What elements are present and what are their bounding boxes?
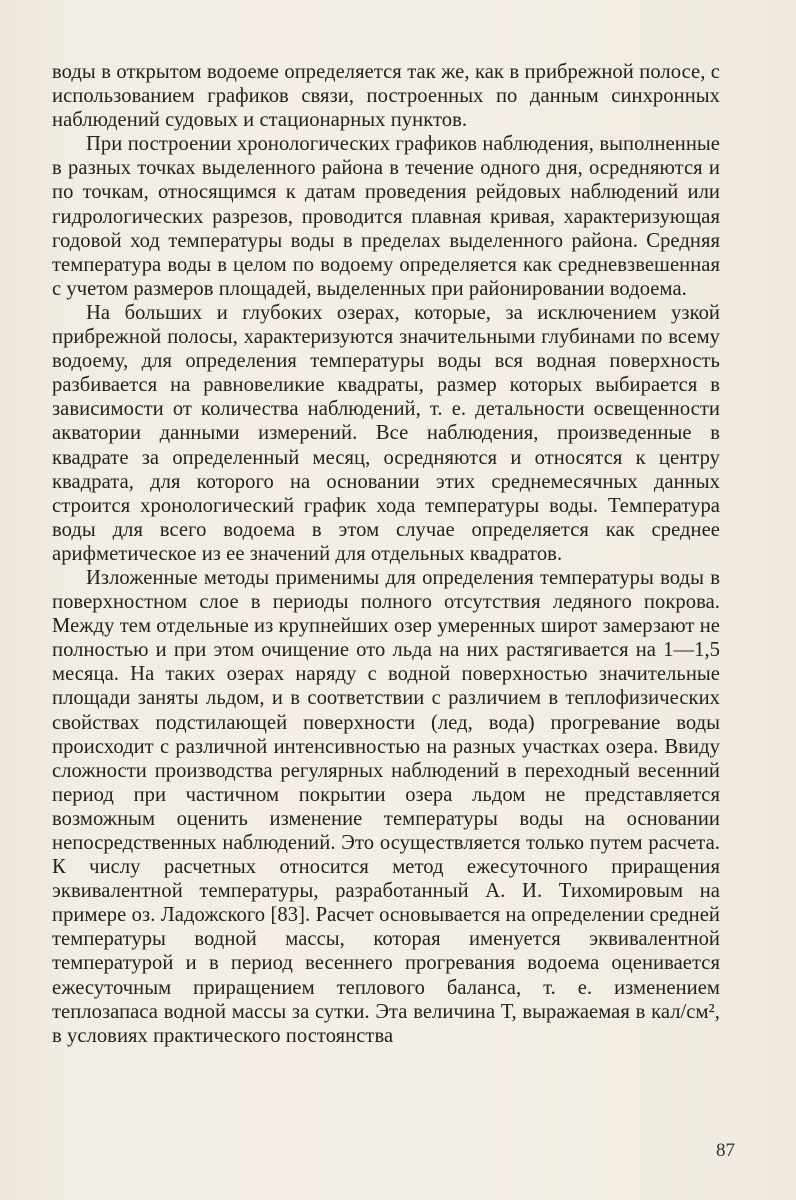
page-number: 87 xyxy=(716,1140,735,1161)
paragraph-methods-ice: Изложенные методы применимы для определения температуры воды в поверхностном слое в периоды полного отсутствия ледяного покрова. Между тем отдельные из крупнейших озер умеренных широт замерзают не полностью и при этом очищение ото льда на них растягивается на 1—1,5 месяца. На таких озерах наряду с водной поверхностью значительные площади заняты льдом, и в соответствии с различием в теплофизических свойствах подстилающей поверхности (лед, вода) прогревание воды происходит с различной интенсивностью на разных участках озера. Ввиду сложности производства регулярных наблюдений в переходный весенний период при частичном покрытии озера льдом не представляется возможным оценить изменение температуры воды на основании непосредственных наблюдений. Это осуществляется только путем расчета. К числу расчетных относится метод ежесуточного приращения эквивалентной температуры, разработанный А. И. Тихомировым на примере оз. Ладожского [83]. Расчет основывается на определении средней температуры водной массы, которая именуется эквивалентной температурой и в период весеннего прогревания водоема оценивается ежесуточным приращением теплового баланса, т. е. изменением теплозапаса водной массы за сутки. Эта величина Т, выражаемая в кал/см², в условиях практического постоянства xyxy=(52,566,720,1047)
paragraph-continued: воды в открытом водоеме определяется так же, как в прибрежной полосе, с использованием графиков связи, построенных по данным синхронных наблюдений судовых и стационарных пунктов. xyxy=(52,61,720,132)
paragraph-chronological-graphs: При построении хронологических графиков наблюдения, выполненные в разных точках выделенного района в течение одного дня, осредняются и по точкам, относящимся к датам проведения рейдовых наблюдений или гидрологических разрезов, проводится плавная кривая, характеризующая годовой ход температуры воды в пределах выделенного района. Средняя температура воды в целом по водоему определяется как средневзвешенная с учетом размеров площадей, выделенных при районировании водоема. xyxy=(52,133,720,300)
body-text xyxy=(52,60,720,1048)
paragraph-large-lakes: На больших и глубоких озерах, которые, за исключением узкой прибрежной полосы, характеризуются значительными глубинами по всему водоему, для определения температуры воды вся водная поверхность разбивается на равновеликие квадраты, размер которых выбирается в зависимости от количества наблюдений, т. е. детальности освещенности акватории данными измерений. Все наблюдения, произведенные в квадрате за определенный месяц, осредняются и относятся к центру квадрата, для которого на основании этих среднемесячных данных строится хронологический график хода температуры воды. Температура воды для всего водоема в этом случае определяется как среднее арифметическое из ее значений для отдельных квадратов. xyxy=(52,301,720,565)
